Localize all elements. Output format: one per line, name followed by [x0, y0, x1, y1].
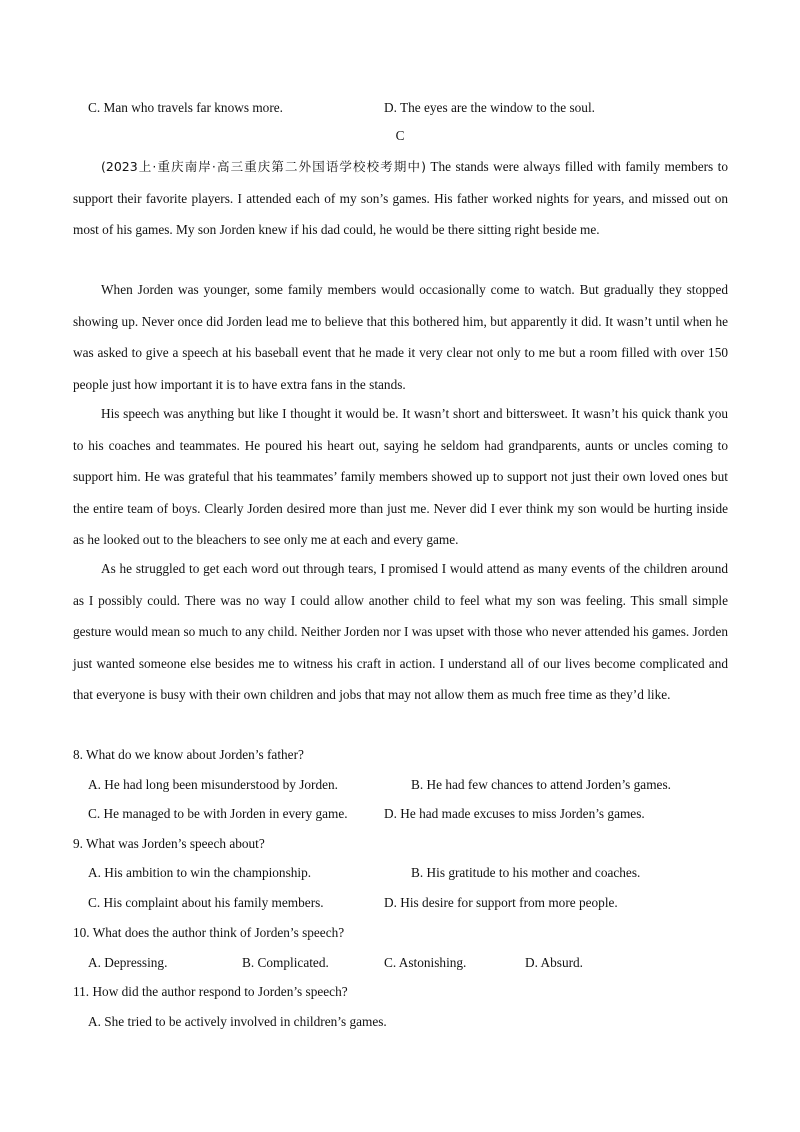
question-8-stem: 8. What do we know about Jorden’s father? [73, 747, 304, 762]
passage-paragraph-2: When Jorden was younger, some family members would occasionally come to watch. But gradually they stopped showing up. Never once did Jorden lead me to believe that this bothered him, but apparently it did. It wasn’t until when he was asked to give a speech at his baseball event that he made it very clear not only to me but a room filled with over 150 people just how important it is to have extra fans in the stands. [73, 282, 728, 392]
passage-source: (2023上·重庆南岸·高三重庆第二外国语学校校考期中) [101, 159, 426, 174]
question-9-stem: 9. What was Jorden’s speech about? [73, 836, 265, 851]
question-9-option-c: C. His complaint about his family members. [88, 895, 324, 910]
question-11-stem: 11. How did the author respond to Jorden’s speech? [73, 984, 348, 999]
question-9-option-b: B. His gratitude to his mother and coaches. [411, 865, 641, 880]
question-11-option-a: A. She tried to be actively involved in children’s games. [88, 1014, 387, 1029]
question-9-option-a: A. His ambition to win the championship. [88, 865, 312, 880]
question-8-option-a: A. He had long been misunderstood by Jorden. [88, 777, 339, 792]
section-letter: C [395, 128, 405, 143]
question-10-option-c: C. Astonishing. [384, 955, 467, 970]
question-10-option-d: D. Absurd. [525, 955, 583, 970]
question-10-stem: 10. What does the author think of Jorden’s speech? [73, 925, 345, 940]
question-9-option-d: D. His desire for support from more people. [384, 895, 618, 910]
prev-option-c: C. Man who travels far knows more. [88, 100, 283, 115]
prev-option-d: D. The eyes are the window to the soul. [384, 100, 595, 115]
passage-paragraph-4: As he struggled to get each word out through tears, I promised I would attend as many events of the children around as I possibly could. There was no way I could allow another child to feel what my son was feeling. This small simple gesture would mean so much to any child. Neither Jorden nor I was upset with those who never attended his games. Jorden just wanted someone else besides me to witness his craft in action. I understand all of our lives become complicated and that everyone is busy with their own children and jobs that may not allow them as much free time as they’d like. [73, 561, 728, 702]
passage-paragraph-3: His speech was anything but like I thought it would be. It wasn’t short and bittersweet. It wasn’t his quick thank you to his coaches and teammates. He poured his heart out, saying he seldom had grandparents, aunts or uncles coming to support him. He was grateful that his teammates’ family members showed up to support not just their own loved ones but the entire team of boys. Clearly Jorden desired more than just me. Never did I ever think my son would be hurting inside as he looked out to the bleachers to see only me at each and every game. [73, 406, 728, 547]
question-8-option-d: D. He had made excuses to miss Jorden’s games. [384, 806, 645, 821]
question-8-option-c: C. He managed to be with Jorden in every game. [88, 806, 348, 821]
question-8-option-b: B. He had few chances to attend Jorden’s games. [411, 777, 671, 792]
passage-paragraph-1-text: The stands were always filled with family members to support their favorite players. I attended each of my son’s games. His father worked nights for years, and missed out on most of his games. My son Jorden knew if his dad could, he would be there sitting right beside me. [73, 159, 728, 237]
question-10-option-b: B. Complicated. [242, 955, 329, 970]
passage-paragraph-1 [73, 151, 728, 246]
question-10-option-a: A. Depressing. [88, 955, 168, 970]
